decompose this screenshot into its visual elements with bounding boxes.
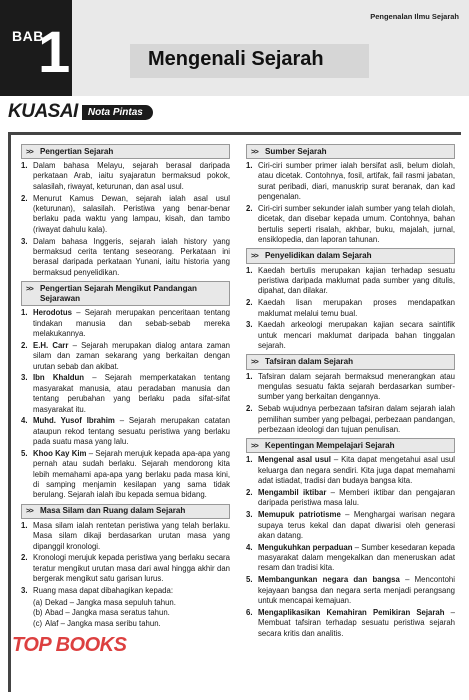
notes-panel: [8, 132, 461, 692]
list-item: 3. Memupuk patriotisme – Menghargai warisan negara supaya terus kekal dan dapat diwarisi oleh generasi akan datang.: [246, 510, 455, 540]
sub-item: (b) Abad – Jangka masa seratus tahun.: [33, 608, 170, 618]
list-item: 1. Kaedah bertulis merupakan kajian terhadap sesuatu peristiwa daripada maklumat pada sumber yang ditulis, dipahat, dan dilakar.: [246, 265, 455, 296]
double-chevron-icon: >>: [26, 506, 33, 516]
right-column: [236, 135, 461, 692]
list-item: 2. Sebab wujudnya perbezaan tafsiran dalam sejarah ialah pemilihan sumber yang pelbagai, perbezaan pandangan, perbezaan ideologi dan tujuan penulisan.: [246, 404, 455, 434]
section-heading: >> Pengertian Sejarah Mengikut Pandangan Sejarawan: [21, 281, 230, 306]
item-list: [21, 161, 230, 278]
list-item: 2. Menurut Kamus Dewan, sejarah ialah asal usul (keturunan), salasilah. Peristiwa yang benar-benar berlaku pada waktu yang lampau, kisah, dan tambo (riwayat dahulu kala).: [21, 193, 230, 234]
brand-row: [8, 100, 153, 124]
item-list: [246, 266, 455, 352]
sub-item: (a) Dekad – Jangka masa sepuluh tahun.: [33, 597, 176, 607]
list-item: 1. Dalam bahasa Melayu, sejarah berasal daripada perkataan Arab, iaitu syajaratun bermaksud pokok, salasilah, riwayat, keturunan, dan asal usul.: [21, 161, 230, 191]
section-heading: >> Sumber Sejarah: [246, 144, 455, 159]
list-item: 1. Mengenal asal usul – Kita dapat mengetahui asal usul keluarga dan negara sendiri. Kita juga dapat memahami adat istiadat, tradisi dan budaya bangsa kita.: [246, 455, 455, 486]
list-item: 1. Herodotus – Sejarah merupakan penceritaan tentang tindakan manusia dan sebab-sebab mereka melakukannya.: [21, 308, 230, 338]
section-heading: >> Pengertian Sejarah: [21, 144, 230, 159]
list-item: 5. Membangunkan negara dan bangsa – Mencontohi kejayaan bangsa dan negara serta menjadi perangsang untuk mencapai kemajuan.: [246, 575, 455, 606]
chapter-label: BAB: [12, 28, 44, 44]
list-item: 2. Ciri-ciri sumber sekunder ialah sumber yang telah diolah, dicetak, dan disebar kepada umum. Contohnya, bahan bertulis seperti risalah, akhbar, buku, majalah, jurnal, ensiklopedia, dan laporan tahunan.: [246, 204, 455, 245]
sub-item: (c) Alaf – Jangka masa seribu tahun.: [33, 618, 161, 628]
list-item: 2. Kronologi merujuk kepada peristiwa yang berlaku secara teratur mengikut urutan masa dari awal hingga akhir dan bergerak mengikut satu garisan lurus.: [21, 553, 230, 584]
item-list: [246, 455, 455, 639]
nota-pintas-label: Nota Pintas: [82, 105, 153, 120]
list-item: 3. Ruang masa dapat dibahagikan kepada:: [21, 586, 174, 596]
double-chevron-icon: >>: [26, 283, 33, 293]
item-list: [246, 372, 455, 436]
kuasai-logo: KUASAI: [8, 101, 78, 122]
double-chevron-icon: >>: [251, 250, 258, 260]
item-list: [21, 521, 230, 597]
list-item: 3. Kaedah arkeologi merupakan kajian secara saintifik untuk mencari maklumat daripada bahan tinggalan sejarah.: [246, 320, 455, 351]
list-item: 3. Dalam bahasa Inggeris, sejarah ialah history yang bermaksud cerita tentang seseorang. Perkataan ini berasal daripada perkataan Yunani, iaitu historia yang bermaksud penyelidikan.: [21, 236, 230, 277]
item-list: [21, 308, 230, 500]
double-chevron-icon: >>: [251, 440, 258, 450]
section-heading: >> Masa Silam dan Ruang dalam Sejarah: [21, 504, 230, 519]
section-heading: >> Tafsiran dalam Sejarah: [246, 354, 455, 369]
chapter-number: 1: [38, 20, 71, 85]
double-chevron-icon: >>: [251, 146, 258, 156]
left-column: [11, 135, 236, 692]
section-heading: >> Kepentingan Mempelajari Sejarah: [246, 438, 455, 453]
page-title: Mengenali Sejarah: [148, 48, 324, 70]
section-tag: Pengenalan Ilmu Sejarah: [370, 12, 459, 21]
list-item: 4. Mengukuhkan perpaduan – Sumber kesedaran kepada masyarakat dalam mengekalkan dan meneruskan adat resam dan tradisi kita.: [246, 542, 455, 573]
list-item: 2. Mengambil iktibar – Memberi iktibar dan pengajaran daripada peristiwa masa lalu.: [246, 487, 455, 508]
item-list: [246, 161, 455, 245]
list-item: 1. Ciri-ciri sumber primer ialah bersifat asli, belum diolah, atau dicetak. Contohnya, fosil, artifak, fail rasmi jabatan, surat peribadi, diari, manuskrip surat beranak, dan kad pengenalan.: [246, 161, 455, 202]
list-item: 2. E.H. Carr – Sejarah merupakan dialog antara zaman silam dan zaman sekarang yang berkaitan dengan urutan sebab dan akibat.: [21, 340, 230, 371]
double-chevron-icon: >>: [26, 146, 33, 156]
section-heading: >> Penyelidikan dalam Sejarah: [246, 248, 455, 263]
list-item: 6. Mengaplikasikan Kemahiran Pemikiran Sejarah – Membuat tafsiran terhadap sesuatu peristiwa sejarah secara kritis dan analitis.: [246, 607, 455, 638]
list-item: 2. Kaedah lisan merupakan proses mendapatkan maklumat melalui temu bual.: [246, 298, 455, 318]
double-chevron-icon: >>: [251, 356, 258, 366]
list-item: 1. Masa silam ialah rentetan peristiwa yang telah berlaku. Masa silam dikaji berdasarkan urutan masa yang dipanggil kronologi.: [21, 520, 230, 551]
topbooks-watermark: TOP BOOKS: [12, 634, 127, 656]
list-item: 1. Tafsiran dalam sejarah bermaksud menerangkan atau mengulas sesuatu fakta sejarah berdasarkan sumber-sumber yang berkaitan dengannya.: [246, 371, 455, 402]
chapter-badge: [0, 0, 72, 96]
list-item: 3. Ibn Khaldun – Sejarah memperkatakan tentang masyarakat manusia, atau peradaban manusia dan tentang perubahan yang berlaku pada sifat-sifat masyarakat itu.: [21, 373, 230, 414]
list-item: 4. Muhd. Yusof Ibrahim – Sejarah merupakan catatan ataupun rekod tentang sesuatu peristiwa yang berlaku pada suatu masa yang lalu.: [21, 416, 231, 447]
list-item: 5. Khoo Kay Kim – Sejarah merujuk kepada apa-apa yang pernah atau sudah berlaku. Sejarah mendorong kita lebih memahami apa-apa yang berlaku pada masa kini, di samping menjamin kesilapan yang sama tidak berulang. Sejarah ialah ibu kepada semua bidang.: [21, 448, 230, 500]
